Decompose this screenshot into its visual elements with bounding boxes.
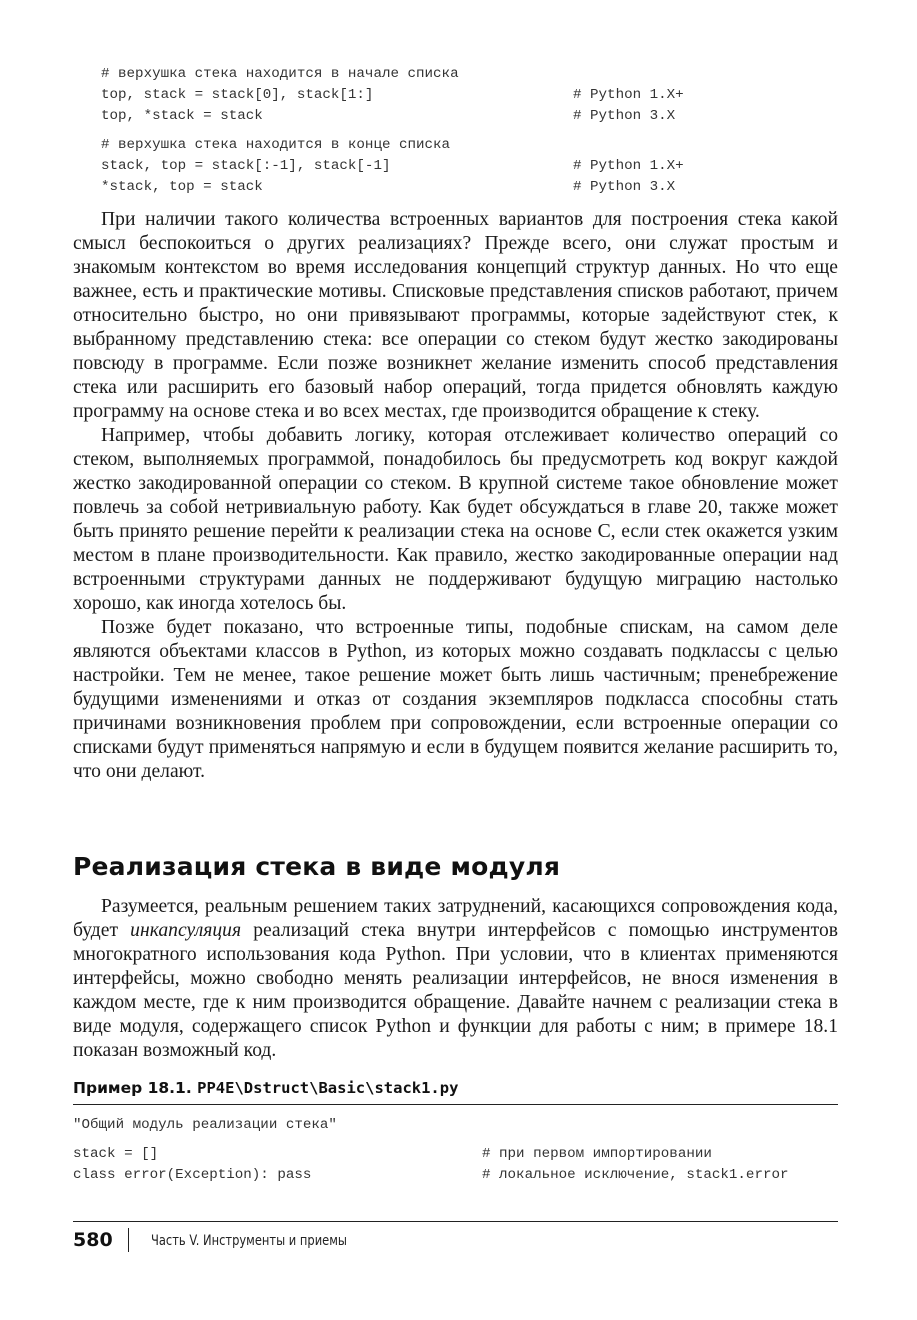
paragraph-text: Разумеется, реальным решением таких затруднений, касающихся сопровождения кода, будет xyxy=(73,896,838,941)
code-line: stack, top = stack[:-1], stack[-1] xyxy=(101,158,391,174)
footer-divider xyxy=(128,1228,129,1252)
code-line: top, *stack = stack xyxy=(101,108,263,124)
example-file-path: PP4E\Dstruct\Basic\stack1.py xyxy=(197,1079,459,1097)
paragraph: При наличии такого количества встроенных вариантов для построения стека какой смысл беспокоиться о других реализациях? Прежде всего, они служат простым и знакомым контекстом во время исследования концепций структур данных. Но что еще важнее, есть и практические мотивы. Списковые представления списков работают, причем относительно быстро, но они привязывают программы, которые задействуют стек, к выбранному представлению стека: все операции со стеком будут жестко закодированы повсюду в программе. Если позже возникнет желание изменить способ представления стека или расширить его базовый набор операций, тогда придется обновлять каждую программу на основе стека и во всех местах, где производится обращение к стеку. xyxy=(73,209,838,422)
example-label: Пример 18.1. xyxy=(73,1079,192,1097)
example-top-rule xyxy=(73,1104,838,1105)
code-line: *stack, top = stack xyxy=(101,179,263,195)
body-text-main xyxy=(73,208,838,784)
footer-rule xyxy=(73,1221,838,1222)
code-line: # верхушка стека находится в конце списка xyxy=(101,137,451,153)
paragraph-text: реализаций стека внутри интерфейсов с помощью инструментов многократного использования кода Python. При условии, что в клиентах применяются интерфейсы, можно свободно менять реализации интерфейсов, не внося изменения в каждом месте, где к ним производится обращение. Давайте начнем с реализации стека в виде модуля, содержащего список Python и функции для работы с ним; в примере 18.1 показан возможный код. xyxy=(73,920,838,1061)
code-comment: # при первом импортировании xyxy=(482,1146,712,1162)
code-comment: # Python 1.X+ xyxy=(573,87,684,103)
running-footer-title: Часть V. Инструменты и приемы xyxy=(151,1233,347,1249)
paragraph xyxy=(73,895,838,1063)
section-heading: Реализация стека в виде модуля xyxy=(73,852,561,881)
code-line: "Общий модуль реализации стека" xyxy=(73,1117,337,1133)
code-comment: # Python 3.X xyxy=(573,179,676,195)
code-line: # верхушка стека находится в начале списка xyxy=(101,66,459,82)
emphasis-term: инкапсуляция xyxy=(130,920,242,941)
code-line: stack = [] xyxy=(73,1146,159,1162)
code-comment: # Python 1.X+ xyxy=(573,158,684,174)
body-text-section xyxy=(73,895,838,1063)
page-number: 580 xyxy=(73,1229,113,1251)
code-comment: # локальное исключение, stack1.error xyxy=(482,1167,789,1183)
example-caption xyxy=(73,1075,458,1101)
paragraph: Позже будет показано, что встроенные типы, подобные спискам, на самом деле являются объектами классов в Python, из которых можно создавать подклассы с целью настройки. Тем не менее, такое решение может быть лишь частичным; пренебрежение будущими изменениями и отказ от создания экземпляров подкласса способны стать причинами возникновения проблем при сопровождении, если встроенные операции со списками будут применяться напрямую и если в будущем появится желание расширить то, что они делают. xyxy=(73,617,838,782)
code-line: class error(Exception): pass xyxy=(73,1167,312,1183)
code-line: top, stack = stack[0], stack[1:] xyxy=(101,87,374,103)
paragraph: Например, чтобы добавить логику, которая отслеживает количество операций со стеком, выполняемых программой, понадобилось бы предусмотреть код вокруг каждой жестко закодированной операции со стеком. В крупной системе такое обновление может повлечь за собой нетривиальную работу. Как будет обсуждаться в главе 20, также может быть принято решение перейти к реализации стека на основе C, если стек окажется узким местом в плане производительности. Как правило, жестко закодированные операции над встроенными структурами данных не поддерживают будущую миграцию настолько хорошо, как иногда хотелось бы. xyxy=(73,425,838,614)
code-comment: # Python 3.X xyxy=(573,108,676,124)
